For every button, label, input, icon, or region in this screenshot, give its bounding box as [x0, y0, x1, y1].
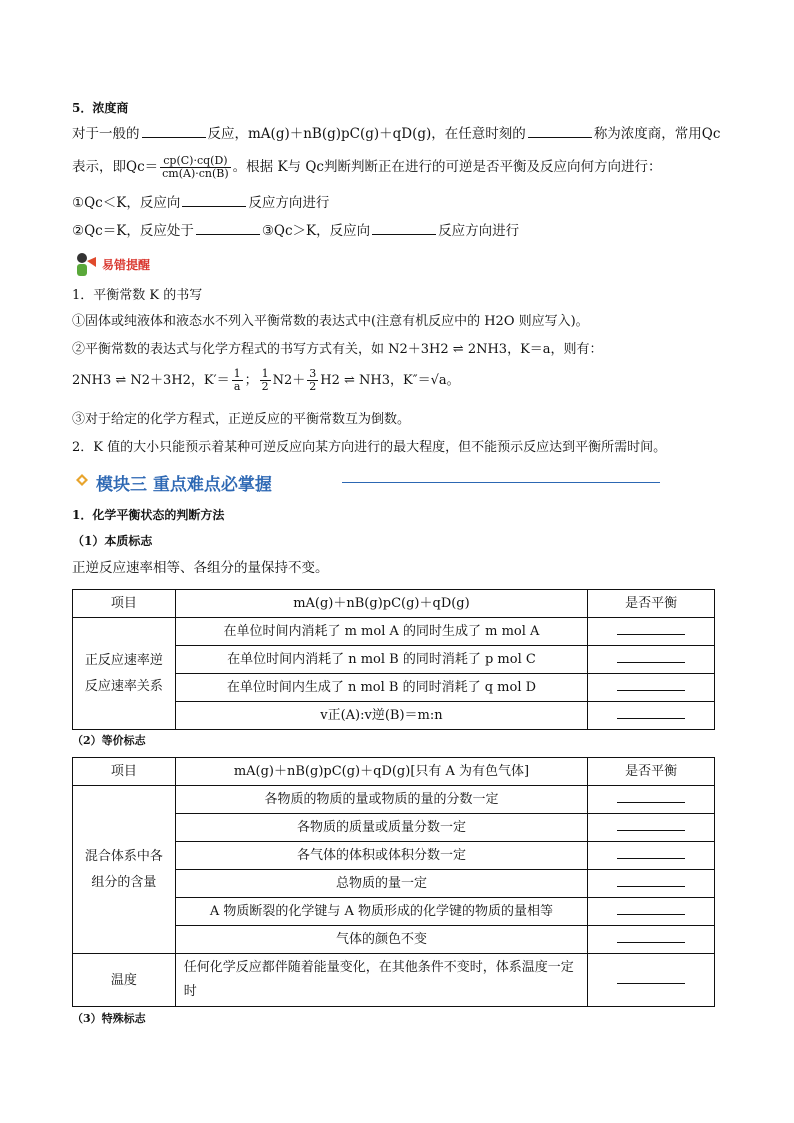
text: 称为浓度商，常用Qc — [593, 126, 721, 142]
answer-cell — [588, 898, 715, 926]
answer-cell — [588, 814, 715, 842]
s1-sub2: （2）等价标志 — [72, 734, 146, 747]
module-title: 模块三 重点难点必掌握 — [96, 475, 272, 495]
table-row: 各气体的体积或体积分数一定 — [175, 842, 588, 870]
module-rule — [342, 482, 660, 483]
note-p3: ②平衡常数的表达式与化学方程式的书写方式有关，如 N2＋3H2 ⇌ 2NH3，K＝a，则有： — [72, 342, 603, 357]
answer-cell — [588, 954, 715, 1007]
answer-cell — [588, 870, 715, 898]
qc-fraction — [160, 155, 231, 180]
sec5-line3 — [72, 193, 329, 213]
answer-blank — [617, 971, 685, 984]
s1-sub1: （1）本质标志 — [72, 534, 153, 548]
table-row: A 物质断裂的化学键与 A 物质形成的化学键的物质的量相等 — [175, 898, 588, 926]
text: 。根据 K与 Qc判断判断正在进行的可逆是否平衡及反应向何方向进行： — [232, 159, 662, 175]
answer-blank — [617, 902, 685, 915]
table-row: 气体的颜色不变 — [175, 926, 588, 954]
answer-blank — [617, 650, 685, 663]
note-p1: 1．平衡常数 K 的书写 — [72, 288, 203, 303]
answer-blank — [617, 622, 685, 635]
text: N2＋ — [272, 373, 306, 388]
text: ①Qc＜K，反应向 — [72, 195, 181, 211]
text: 表示，即Qc＝ — [72, 159, 159, 175]
header-balance: 是否平衡 — [588, 590, 715, 618]
numerator: cp(C)·cq(D) — [160, 155, 231, 168]
s1-sub3: （3）特殊标志 — [72, 1012, 146, 1025]
answer-blank — [617, 678, 685, 691]
note-p5: ③对于给定的化学方程式，正逆反应的平衡常数互为倒数。 — [72, 412, 411, 427]
section-5-title: 5．浓度商 — [72, 101, 129, 115]
fraction — [232, 368, 243, 393]
answer-blank — [617, 874, 685, 887]
diamond-icon — [76, 474, 88, 486]
table-row: 在单位时间内生成了 n mol B 的同时消耗了 q mol D — [175, 674, 588, 702]
numerator: 1 — [261, 367, 269, 380]
s1-title: 1．化学平衡状态的判断方法 — [72, 508, 225, 522]
table-rate — [72, 589, 715, 730]
sec5-line2 — [72, 152, 661, 182]
blank — [182, 194, 246, 207]
note-p6: 2．K 值的大小只能预示着某种可逆反应向某方向进行的最大程度，但不能预示反应达到平衡所需时间。 — [72, 440, 667, 455]
fraction — [307, 368, 318, 393]
text: 反应方向进行 — [248, 195, 330, 211]
text: ②Qc＝K，反应处于 — [72, 223, 194, 239]
answer-blank — [617, 846, 685, 859]
text: 反应，mA(g)＋nB(g)pC(g)＋qD(g)，在任意时刻的 — [207, 126, 526, 142]
fraction — [260, 368, 271, 393]
header-equation: mA(g)＋nB(g)pC(g)＋qD(g) — [175, 590, 588, 618]
table-row: 各物质的物质的量或物质的量的分数一定 — [175, 786, 588, 814]
blank — [142, 125, 206, 138]
answer-cell — [588, 618, 715, 646]
sec5-line1 — [72, 124, 720, 144]
temp-label: 温度 — [73, 954, 176, 1007]
answer-cell — [588, 926, 715, 954]
table-row: v正(A):v逆(B)＝m:n — [175, 702, 588, 730]
text: ； — [244, 373, 258, 388]
denominator: cm(A)·cn(B) — [162, 167, 229, 180]
text: 反应方向进行 — [438, 223, 520, 239]
text: 2NH3 ⇌ N2＋3H2，K′＝ — [72, 373, 230, 388]
group-label: 正反应速率逆反应速率关系 — [73, 618, 176, 730]
blank — [372, 222, 436, 235]
numerator: 3 — [309, 367, 317, 380]
warning-person-icon — [74, 252, 98, 278]
blank — [528, 125, 592, 138]
table-equivalent — [72, 757, 715, 1007]
answer-cell — [588, 646, 715, 674]
answer-blank — [617, 818, 685, 831]
denominator: 2 — [261, 380, 269, 393]
text: ③Qc＞K，反应向 — [261, 223, 371, 239]
answer-cell — [588, 842, 715, 870]
answer-blank — [617, 706, 685, 719]
header-equation: mA(g)＋nB(g)pC(g)＋qD(g)[只有 A 为有色气体] — [175, 758, 588, 786]
table-row: 各物质的质量或质量分数一定 — [175, 814, 588, 842]
header-balance: 是否平衡 — [588, 758, 715, 786]
table-row: 在单位时间内消耗了 n mol B 的同时消耗了 p mol C — [175, 646, 588, 674]
temp-text: 任何化学反应都伴随着能量变化，在其他条件不变时，体系温度一定时 — [175, 954, 588, 1007]
answer-cell — [588, 786, 715, 814]
text: H2 ⇌ NH3，K″＝√a。 — [320, 373, 460, 388]
table-row: 在单位时间内消耗了 m mol A 的同时生成了 m mol A — [175, 618, 588, 646]
denominator: 2 — [309, 380, 317, 393]
note-p2: ①固体或纯液体和液态水不列入平衡常数的表达式中(注意有机反应中的 H2O 则应写入)。 — [72, 314, 589, 329]
denominator: a — [233, 380, 241, 393]
answer-cell — [588, 674, 715, 702]
note-p4 — [72, 366, 460, 396]
header-item: 项目 — [73, 590, 176, 618]
s1-desc1: 正逆反应速率相等、各组分的量保持不变。 — [72, 560, 329, 576]
answer-blank — [617, 790, 685, 803]
answer-blank — [617, 930, 685, 943]
blank — [196, 222, 260, 235]
numerator: 1 — [233, 367, 241, 380]
text: 对于一般的 — [72, 126, 140, 142]
note-label: 易错提醒 — [102, 258, 151, 272]
table-row: 总物质的量一定 — [175, 870, 588, 898]
sec5-line4 — [72, 221, 519, 241]
answer-cell — [588, 702, 715, 730]
header-item: 项目 — [73, 758, 176, 786]
group-label: 混合体系中各组分的含量 — [73, 786, 176, 954]
